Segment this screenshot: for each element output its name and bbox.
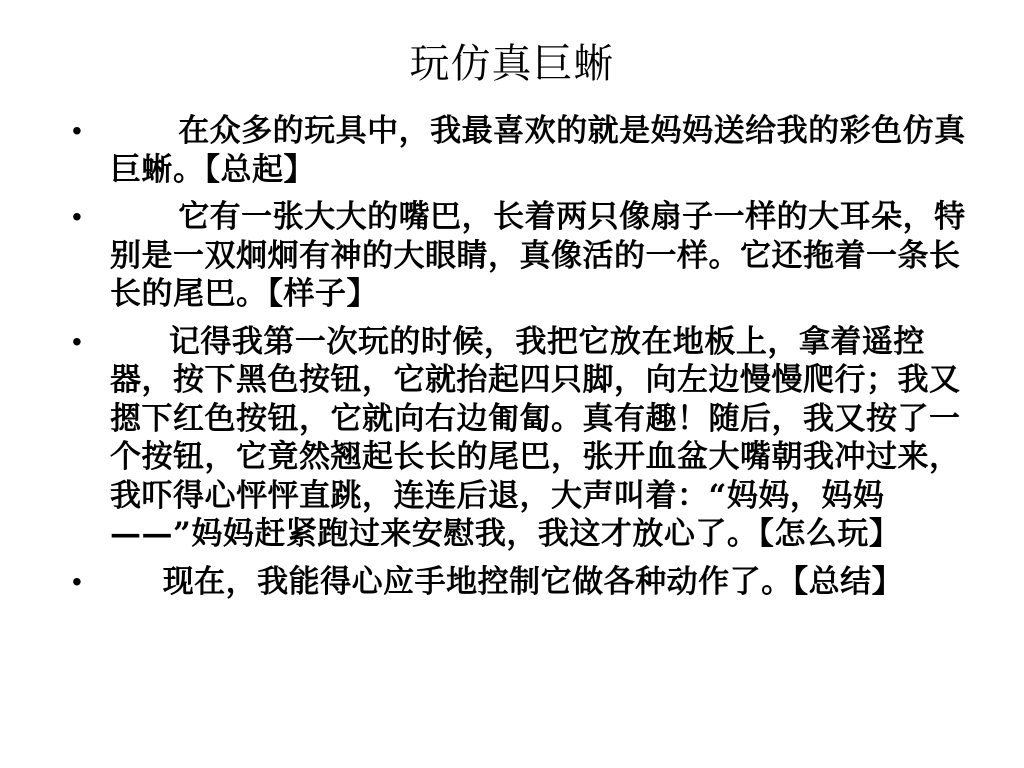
slide-title: 玩仿真巨蜥 xyxy=(409,41,615,87)
bullet-list xyxy=(72,112,972,610)
bullet-item-4 xyxy=(72,563,972,602)
bullet-item-2 xyxy=(72,198,972,314)
bullet-icon: • xyxy=(72,115,83,146)
bullet-icon: • xyxy=(72,325,83,357)
bullet-icon: • xyxy=(72,565,83,597)
bullet-icon: • xyxy=(72,201,83,232)
bullet-item-3 xyxy=(72,323,972,554)
bullet-item-1 xyxy=(72,112,972,189)
paragraph-summary: 现在，我能得心应手地控制它做各种动作了。【总结】 xyxy=(162,563,904,600)
paragraph-how-to-play: 记得我第一次玩的时候，我把它放在地板上，拿着遥控器，按下黑色按钮，它就抬起四只脚，向左边慢慢爬行；我又摁下红色按钮，它就向右边匍匐。真有趣！随后，我又按了一个按钮，它竟然翘起长长的尾巴，张开血盆大嘴朝我冲过来，我吓得心怦怦直跳，连连后退，大声叫着：“妈妈，妈妈——”妈妈赶紧跑过来安慰我，我这才放心了。【怎么玩】 xyxy=(110,323,961,552)
paragraph-appearance: 它有一张大大的嘴巴，长着两只像扇子一样的大耳朵，特别是一双炯炯有神的大眼睛，真像活的一样。它还拖着一条长长的尾巴。【样子】 xyxy=(110,199,966,312)
paragraph-intro: 在众多的玩具中，我最喜欢的就是妈妈送给我的彩色仿真巨蜥。【总起】 xyxy=(110,113,966,188)
